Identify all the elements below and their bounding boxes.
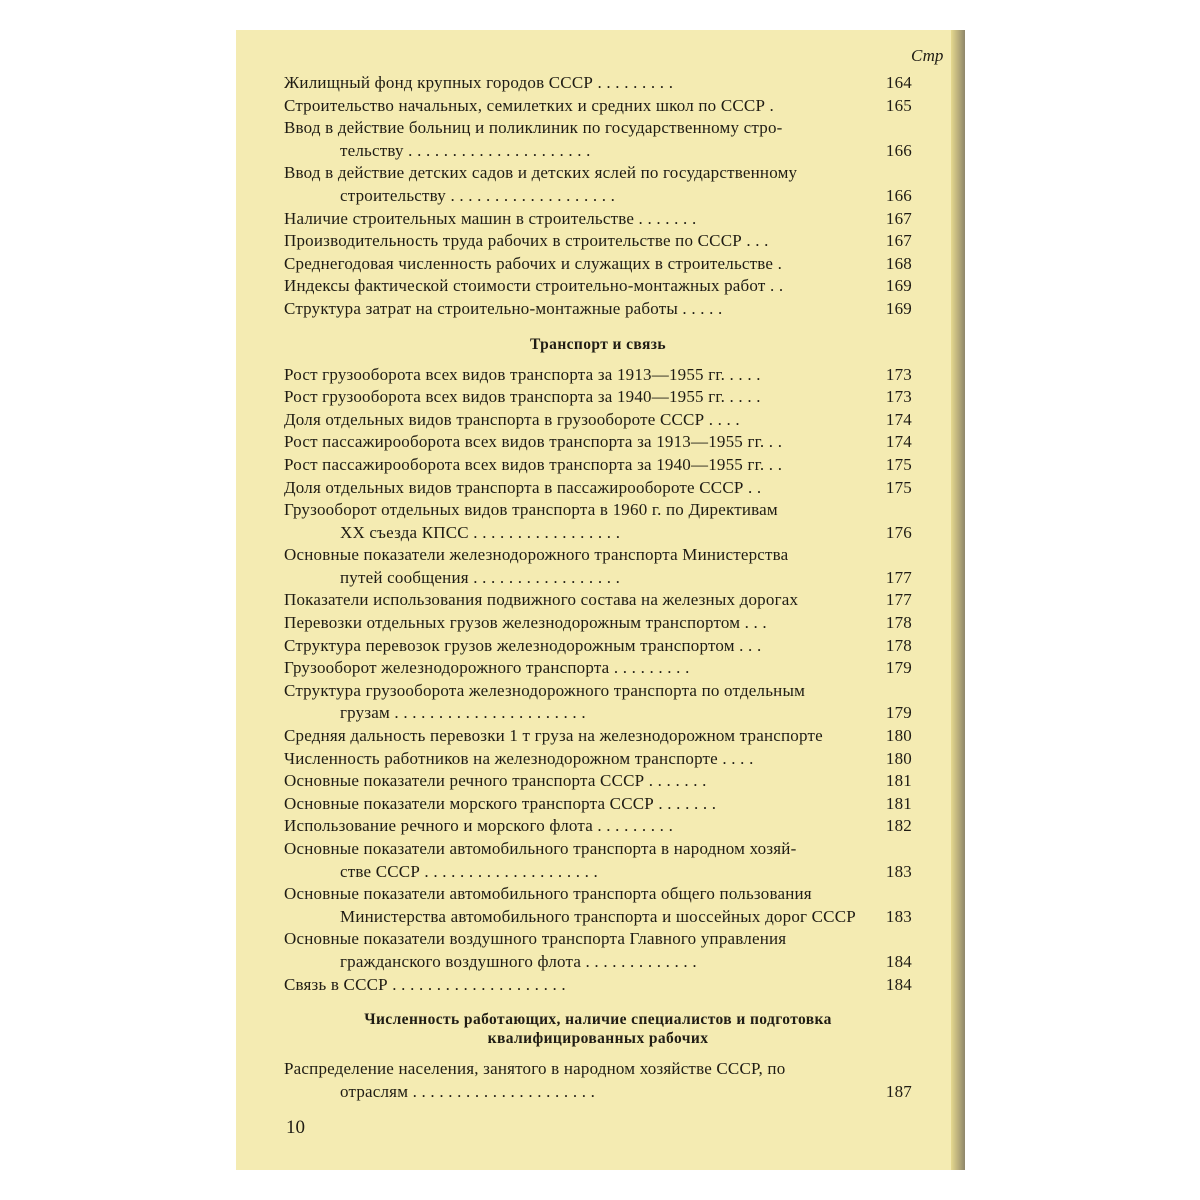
toc-entry	[284, 815, 912, 838]
toc-entry	[284, 364, 912, 387]
toc-entry	[284, 477, 912, 500]
toc-entry	[284, 454, 912, 477]
toc-entry	[284, 793, 912, 816]
toc-entry-continuation: грузам . . . . . . . . . . . . . . . . . . . . . .	[340, 703, 586, 723]
toc-page-number: 179	[885, 658, 912, 678]
toc-entry	[284, 253, 912, 276]
toc-entry-title	[284, 635, 912, 658]
toc-entry-line: Показатели использования подвижного состава на железных дорогах	[284, 590, 799, 610]
toc-entry	[284, 725, 912, 748]
toc-page-number: 173	[885, 364, 912, 384]
toc-entry-line: Распределение населения, занятого в народном хозяйстве СССР, по	[284, 1059, 786, 1079]
toc-entry	[284, 298, 912, 321]
toc-entry-title	[284, 409, 912, 432]
toc-entry-title	[284, 431, 912, 454]
toc-entry-line: Основные показатели морского транспорта СССР . . . . . . .	[284, 793, 717, 813]
toc-entry-continuation: стве СССР . . . . . . . . . . . . . . . . . . . .	[340, 861, 598, 881]
toc-entry-title	[284, 883, 912, 928]
toc-page-number: 177	[885, 567, 912, 587]
toc-entry-title	[284, 162, 912, 207]
toc-entry-title	[284, 1058, 912, 1103]
toc-entry-title	[284, 499, 912, 544]
toc-page-number: 179	[885, 703, 912, 723]
toc-entry	[284, 612, 912, 635]
table-of-contents	[284, 72, 912, 1103]
toc-entry	[284, 770, 912, 793]
toc-entry-line: Ввод в действие детских садов и детских яслей по государственному	[284, 163, 798, 183]
toc-entry-line: Структура затрат на строительно-монтажные работы . . . . .	[284, 298, 723, 318]
toc-entry	[284, 208, 912, 231]
toc-entry-line: Индексы фактической стоимости строительно-монтажных работ . .	[284, 276, 784, 296]
toc-page-number: 168	[885, 253, 912, 273]
toc-entry-title	[284, 117, 912, 162]
toc-page-number: 166	[885, 140, 912, 160]
toc-entry-title	[284, 793, 912, 816]
toc-entry-line: Перевозки отдельных грузов железнодорожным транспортом . . .	[284, 613, 767, 633]
toc-entry-continuation: отраслям . . . . . . . . . . . . . . . . . . . . .	[340, 1081, 596, 1101]
toc-entry	[284, 1058, 912, 1103]
section-heading	[284, 1010, 912, 1048]
section-heading-line: Численность работающих, наличие специалистов и подготовка	[364, 1011, 832, 1029]
toc-entry	[284, 431, 912, 454]
toc-page-number: 182	[885, 816, 912, 836]
toc-entry-title	[284, 657, 912, 680]
toc-page-number: 178	[885, 613, 912, 633]
book-spine-shadow	[951, 30, 965, 1170]
toc-entry	[284, 409, 912, 432]
toc-page-number: 181	[885, 771, 912, 791]
toc-entry-title	[284, 544, 912, 589]
toc-entry	[284, 95, 912, 118]
toc-entry-title	[284, 298, 912, 321]
toc-entry-title	[284, 815, 912, 838]
toc-entry-line: Основные показатели речного транспорта СССР . . . . . . .	[284, 771, 707, 791]
toc-entry-line: Рост грузооборота всех видов транспорта за 1940—1955 гг. . . . .	[284, 387, 761, 407]
toc-entry	[284, 162, 912, 207]
toc-entry-line: Основные показатели автомобильного транспорта в народном хозяй-	[284, 839, 797, 858]
toc-page-number: 169	[885, 298, 912, 318]
toc-entry-title	[284, 95, 912, 118]
toc-entry	[284, 72, 912, 95]
toc-entry	[284, 544, 912, 589]
page-column-header: Стр	[911, 46, 944, 65]
toc-entry-continuation: XX съезда КПСС . . . . . . . . . . . . . . . . .	[340, 522, 621, 542]
toc-entry-title	[284, 386, 912, 409]
toc-entry-title	[284, 477, 912, 500]
section-heading	[284, 335, 912, 354]
toc-entry-title	[284, 72, 912, 95]
toc-page-number: 184	[885, 951, 912, 971]
toc-entry	[284, 883, 912, 928]
page-folio-number: 10	[286, 1117, 305, 1138]
section-heading-line: Транспорт и связь	[530, 335, 666, 353]
toc-entry-title	[284, 275, 912, 298]
toc-entry	[284, 386, 912, 409]
toc-entry-line: Численность работников на железнодорожном транспорте . . . .	[284, 748, 754, 768]
toc-entry	[284, 657, 912, 680]
toc-entry	[284, 230, 912, 253]
toc-entry	[284, 748, 912, 771]
toc-entry	[284, 635, 912, 658]
toc-entry-title	[284, 770, 912, 793]
toc-page-number: 164	[885, 73, 912, 92]
toc-entry-title	[284, 928, 912, 973]
toc-entry	[284, 680, 912, 725]
toc-page-number: 169	[885, 276, 912, 296]
toc-entry	[284, 499, 912, 544]
toc-entry-line: Грузооборот железнодорожного транспорта . . . . . . . . .	[284, 658, 690, 678]
toc-entry-line: Связь в СССР . . . . . . . . . . . . . . . . . . . .	[284, 974, 566, 994]
toc-entry-line: Рост пассажирооборота всех видов транспорта за 1913—1955 гг. . .	[284, 432, 783, 452]
toc-entry-line: Производительность труда рабочих в строительстве по СССР . . .	[284, 231, 769, 251]
toc-entry-continuation: тельству . . . . . . . . . . . . . . . . . . . . .	[340, 140, 591, 160]
toc-page-number: 181	[885, 793, 912, 813]
toc-entry-title	[284, 253, 912, 276]
toc-entry-title	[284, 725, 912, 748]
toc-entry-line: Рост пассажирооборота всех видов транспорта за 1940—1955 гг. . .	[284, 454, 783, 474]
toc-entry-continuation: гражданского воздушного флота . . . . . . . . . . . . .	[340, 951, 697, 971]
toc-entry-line: Основные показатели воздушного транспорта Главного управления	[284, 929, 787, 949]
toc-entry-line: Жилищный фонд крупных городов СССР . . . . . . . . .	[284, 73, 674, 92]
toc-page-number: 167	[885, 231, 912, 251]
toc-entry-continuation: путей сообщения . . . . . . . . . . . . . . . . .	[340, 567, 621, 587]
toc-entry-title	[284, 974, 912, 997]
toc-entry-line: Основные показатели железнодорожного транспорта Министерства	[284, 545, 789, 565]
toc-page-number: 174	[885, 409, 912, 429]
toc-entry-continuation: Министерства автомобильного транспорта и шоссейных дорог СССР	[340, 906, 856, 926]
toc-entry-line: Использование речного и морского флота . . . . . . . . .	[284, 816, 674, 836]
toc-entry-line: Грузооборот отдельных видов транспорта в 1960 г. по Директивам	[284, 500, 778, 520]
toc-entry-line: Структура грузооборота железнодорожного транспорта по отдельным	[284, 680, 806, 700]
toc-page-number: 180	[885, 726, 912, 746]
toc-page-number: 183	[885, 861, 912, 881]
toc-page-number: 187	[885, 1081, 912, 1101]
toc-entry-line: Основные показатели автомобильного транспорта общего пользования	[284, 884, 812, 904]
toc-entry	[284, 117, 912, 162]
toc-entry-title	[284, 364, 912, 387]
toc-entry-title	[284, 230, 912, 253]
toc-entry-line: Средняя дальность перевозки 1 т груза на железнодорожном транспорте	[284, 726, 823, 746]
toc-entry-line: Наличие строительных машин в строительстве . . . . . . .	[284, 208, 697, 228]
toc-entry	[284, 275, 912, 298]
toc-page-number: 177	[885, 590, 912, 610]
toc-page-number: 173	[885, 387, 912, 407]
toc-page-number: 166	[885, 185, 912, 205]
toc-entry-line: Среднегодовая численность рабочих и служащих в строительстве .	[284, 253, 783, 273]
toc-entry-line: Доля отдельных видов транспорта в пассажирообороте СССР . .	[284, 477, 762, 497]
toc-page-number: 167	[885, 208, 912, 228]
book-page	[236, 30, 965, 1170]
toc-page-number: 180	[885, 748, 912, 768]
toc-entry-title	[284, 838, 912, 883]
toc-page-number: 174	[885, 432, 912, 452]
toc-entry	[284, 589, 912, 612]
toc-page-number: 178	[885, 635, 912, 655]
toc-entry	[284, 838, 912, 883]
section-heading-line: квалифицированных рабочих	[487, 1030, 709, 1048]
toc-entry-title	[284, 454, 912, 477]
toc-entry	[284, 928, 912, 973]
toc-entry-line: Ввод в действие больниц и поликлиник по государственному стро-	[284, 118, 783, 138]
toc-page-number: 175	[885, 477, 912, 497]
toc-entry-line: Доля отдельных видов транспорта в грузообороте СССР . . . .	[284, 409, 740, 429]
toc-entry-line: Рост грузооборота всех видов транспорта за 1913—1955 гг. . . . .	[284, 364, 761, 384]
toc-entry-title	[284, 680, 912, 725]
toc-entry-title	[284, 612, 912, 635]
toc-page-number: 175	[885, 454, 912, 474]
toc-entry-title	[284, 208, 912, 231]
toc-entry-title	[284, 748, 912, 771]
toc-entry-line: Структура перевозок грузов железнодорожным транспортом . . .	[284, 635, 762, 655]
toc-entry-title	[284, 589, 912, 612]
toc-entry	[284, 974, 912, 997]
toc-page-number: 165	[885, 95, 912, 115]
toc-page-number: 176	[885, 522, 912, 542]
toc-page-number: 183	[885, 906, 912, 926]
toc-entry-line: Строительство начальных, семилетких и средних школ по СССР .	[284, 95, 775, 115]
toc-entry-continuation: строительству . . . . . . . . . . . . . . . . . . .	[340, 185, 616, 205]
toc-page-number: 184	[885, 974, 912, 994]
